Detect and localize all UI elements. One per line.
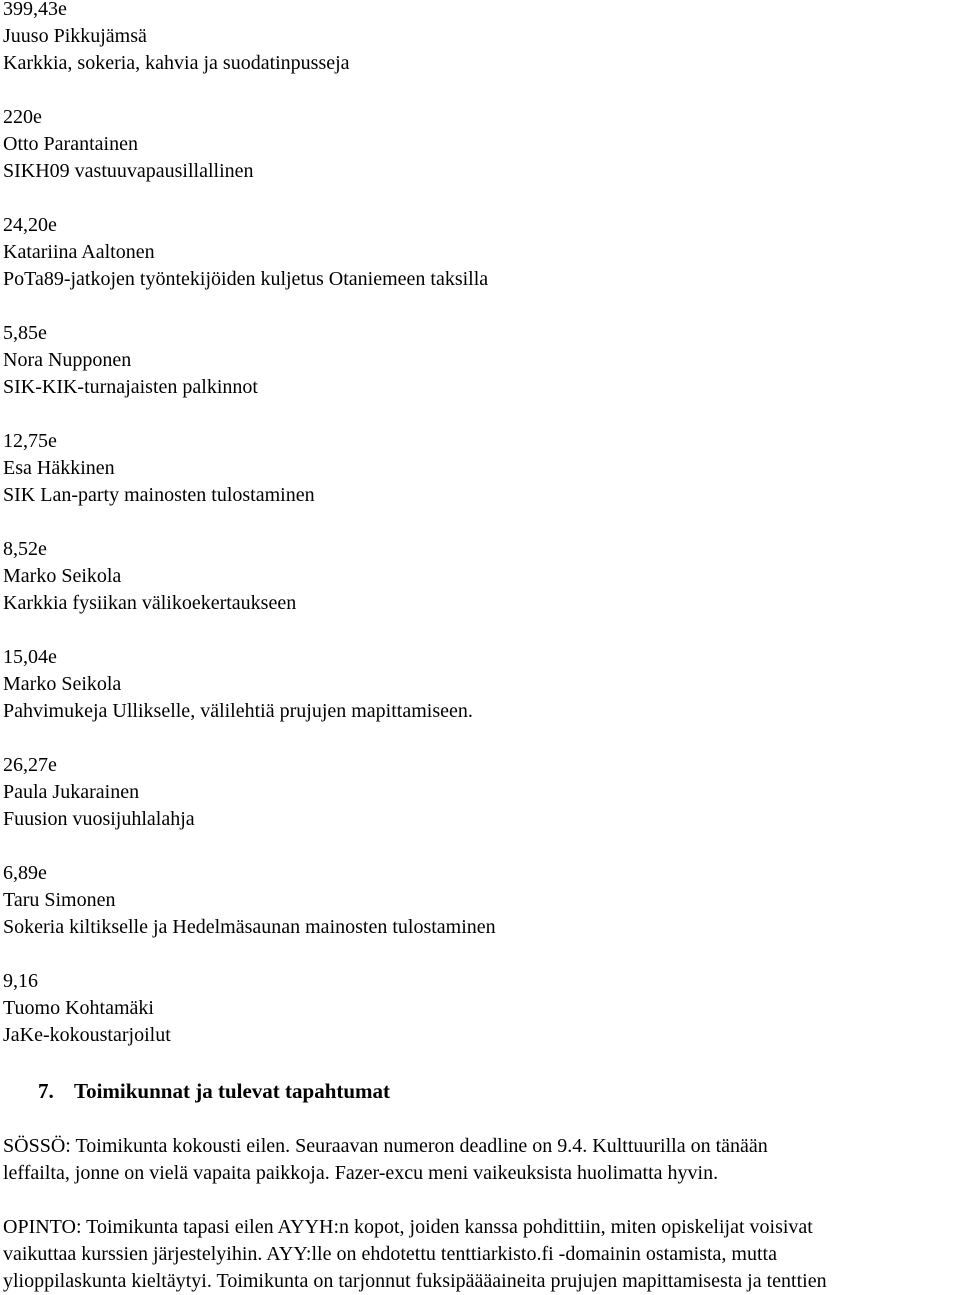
paragraph-line: OPINTO: Toimikunta tapasi eilen AYYH:n kopot, joiden kanssa pohdittiin, miten opiskelijat voisivat <box>3 1216 813 1238</box>
entry-purpose: Sokeria kiltikselle ja Hedelmäsaunan mainosten tulostaminen <box>3 916 496 938</box>
reimbursement-entry <box>3 0 953 77</box>
entry-name: Katariina Aaltonen <box>3 241 155 263</box>
entry-purpose: PoTa89-jatkojen työntekijöiden kuljetus Otaniemeen taksilla <box>3 268 489 290</box>
entry-name: Nora Nupponen <box>3 349 132 371</box>
reimbursement-entry <box>3 860 953 941</box>
entry-amount: 24,20e <box>3 214 57 236</box>
entry-purpose: Pahvimukeja Ullikselle, välilehtiä prujujen mapittamiseen. <box>3 700 473 722</box>
paragraph-opinto <box>3 1214 958 1295</box>
reimbursement-list <box>3 0 953 1076</box>
paragraph-line: leffailta, jonne on vielä vapaita paikkoja. Fazer-excu meni vaikeuksista huolimatta hyvin. <box>3 1162 719 1184</box>
entry-purpose: Fuusion vuosijuhlalahja <box>3 808 195 830</box>
entry-amount: 6,89e <box>3 862 47 884</box>
entry-amount: 15,04e <box>3 646 57 668</box>
entry-purpose: Karkkia, sokeria, kahvia ja suodatinpusseja <box>3 52 350 74</box>
section-heading <box>38 1078 390 1105</box>
paragraph-line: SÖSSÖ: Toimikunta kokousti eilen. Seuraavan numeron deadline on 9.4. Kulttuurilla on tänään <box>3 1135 768 1157</box>
entry-amount: 5,85e <box>3 322 47 344</box>
reimbursement-entry <box>3 104 953 185</box>
entry-name: Marko Seikola <box>3 565 122 587</box>
section-title: Toimikunnat ja tulevat tapahtumat <box>74 1079 391 1103</box>
paragraph-line: vaikuttaa kurssien järjestelyihin. AYY:lle on ehdotettu tenttiarkisto.fi -domainin ostamista, mutta <box>3 1243 777 1265</box>
entry-amount: 220e <box>3 106 42 128</box>
entry-name: Otto Parantainen <box>3 133 138 155</box>
entry-amount: 8,52e <box>3 538 47 560</box>
entry-name: Paula Jukarainen <box>3 781 140 803</box>
reimbursement-entry <box>3 644 953 725</box>
reimbursement-entry <box>3 212 953 293</box>
paragraph-line: ylioppilaskunta kieltäytyi. Toimikunta on tarjonnut fuksipäääaineita prujujen mapittamisesta ja tenttien <box>3 1270 827 1292</box>
entry-name: Esa Häkkinen <box>3 457 115 479</box>
entry-purpose: SIK-KIK-turnajaisten palkinnot <box>3 376 258 398</box>
reimbursement-entry <box>3 320 953 401</box>
entry-purpose: SIK Lan-party mainosten tulostaminen <box>3 484 315 506</box>
entry-amount: 9,16 <box>3 970 38 992</box>
reimbursement-entry <box>3 428 953 509</box>
entry-name: Tuomo Kohtamäki <box>3 997 154 1019</box>
entry-purpose: Karkkia fysiikan välikoekertaukseen <box>3 592 297 614</box>
entry-name: Taru Simonen <box>3 889 116 911</box>
entry-amount: 399,43e <box>3 0 67 20</box>
entry-amount: 12,75e <box>3 430 57 452</box>
entry-amount: 26,27e <box>3 754 57 776</box>
entry-purpose: SIKH09 vastuuvapausillallinen <box>3 160 254 182</box>
entry-name: Marko Seikola <box>3 673 122 695</box>
section-number: 7. <box>38 1079 54 1103</box>
reimbursement-entry <box>3 536 953 617</box>
reimbursement-entry <box>3 752 953 833</box>
entry-purpose: JaKe-kokoustarjoilut <box>3 1024 171 1046</box>
reimbursement-entry <box>3 968 953 1049</box>
entry-name: Juuso Pikkujämsä <box>3 25 147 47</box>
paragraph-sosso <box>3 1133 958 1187</box>
